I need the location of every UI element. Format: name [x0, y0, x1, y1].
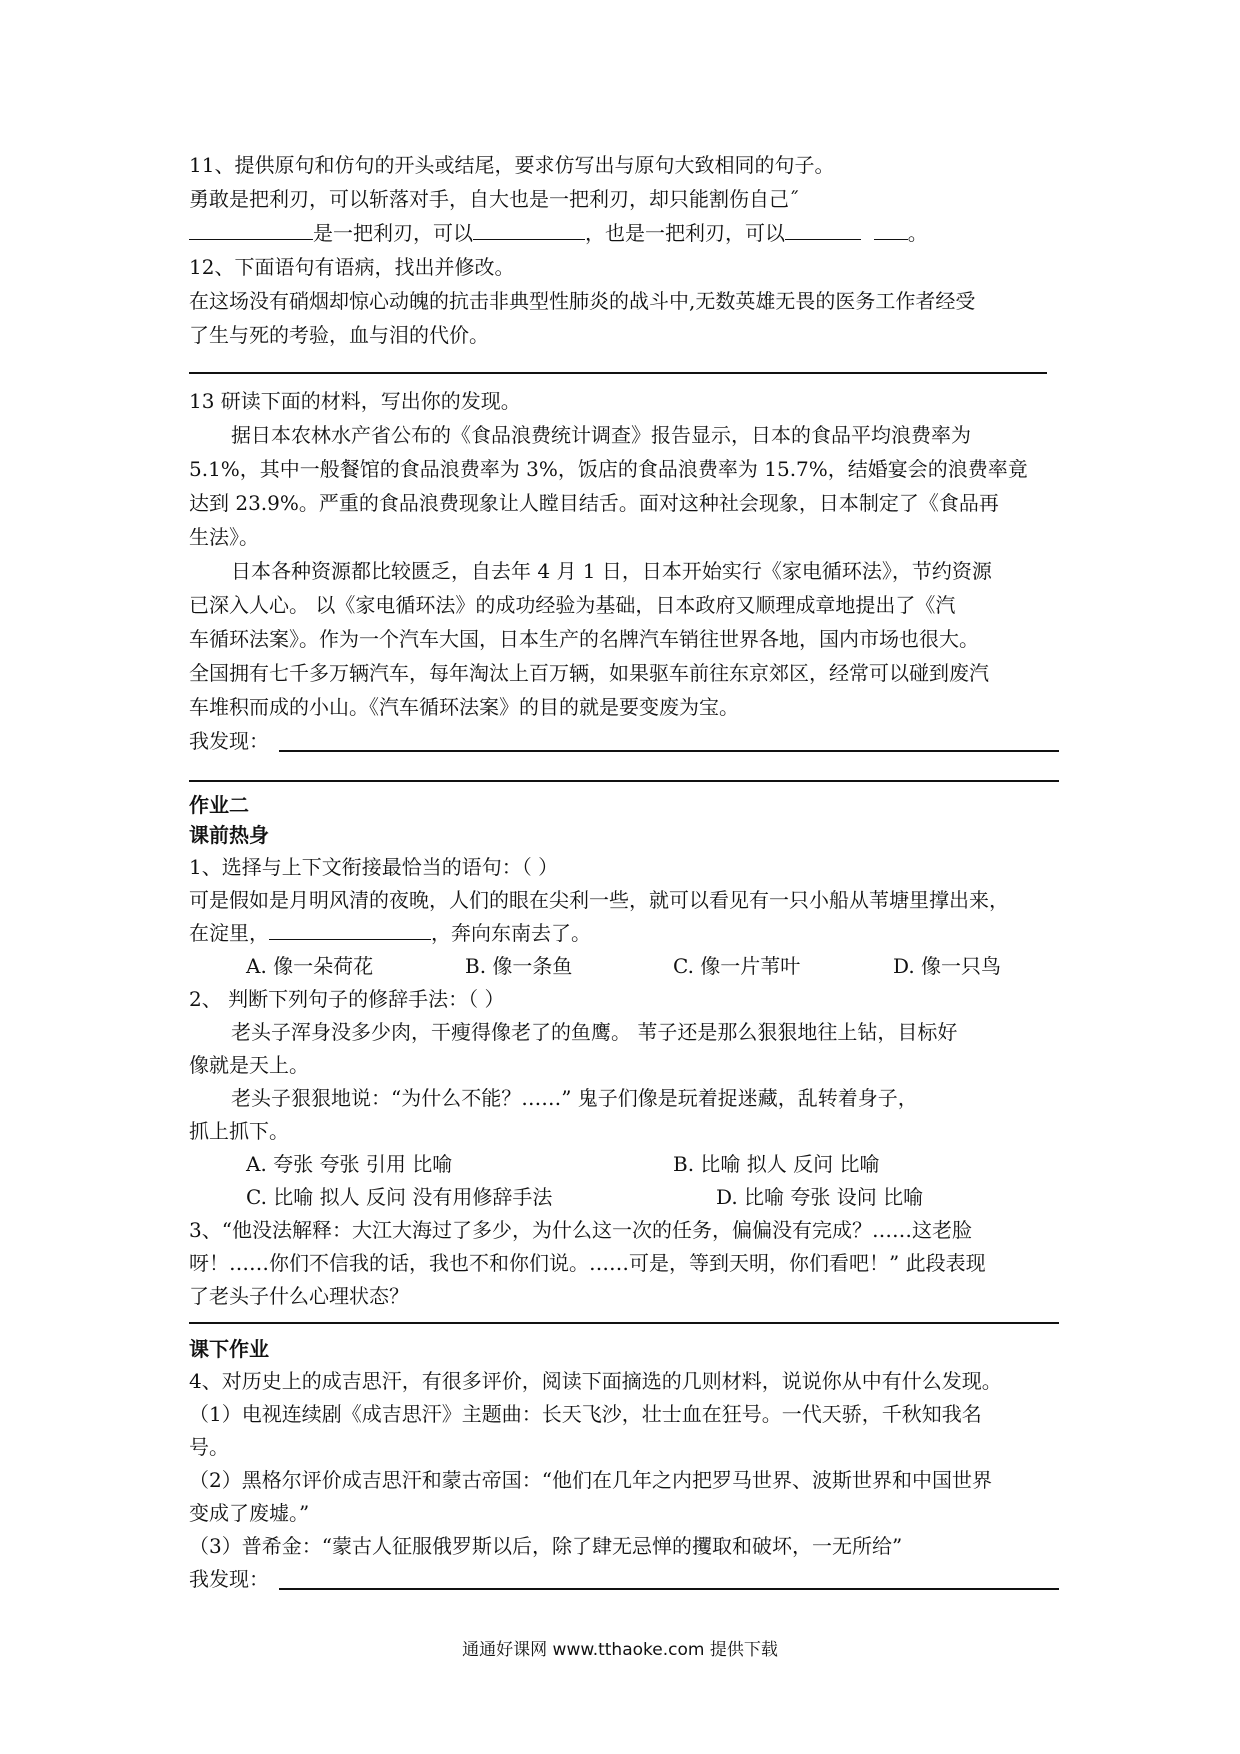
warmup-title: 课前热身: [189, 823, 269, 847]
q13-para1-line1: 据日本农林水产省公布的《食品浪费统计调查》报告显示，日本的食品平均浪费率为: [231, 423, 971, 447]
q11-blank-1[interactable]: [189, 218, 313, 240]
section-divider-2: [189, 1322, 1059, 1324]
hw2-q2-option-d: D. 比喻 夸张 设问 比喻: [716, 1185, 924, 1209]
q12-answer-line[interactable]: [189, 372, 1047, 374]
hw2-q4-answer-label: 我发现：: [189, 1567, 269, 1591]
q13-para2-line2: 已深入人心。 以《家电循环法》的成功经验为基础，日本政府又顺理成章地提出了《汽: [189, 593, 956, 617]
q13-para2-line4: 全国拥有七千多万辆汽车，每年淘汰上百万辆，如果驱车前往东京郊区，经常可以碰到废汽: [189, 661, 989, 685]
hw2-q1-option-c: C. 像一片苇叶: [673, 954, 801, 978]
q13-answer-line[interactable]: [279, 750, 1059, 752]
q13-para1-line4: 生法》。: [189, 525, 259, 549]
q13-answer-label: 我发现：: [189, 729, 269, 753]
q13-para2-line3: 车循环法案》。作为一个汽车大国，日本生产的名牌汽车销往世界各地，国内市场也很大。: [189, 627, 979, 651]
hw2-q3-line1: 3、“他没法解释：大江大海过了多少，为什么这一次的任务，偏偏没有完成？……这老脸: [189, 1218, 972, 1242]
hw2-q2-option-b: B. 比喻 拟人 反问 比喻: [673, 1152, 880, 1176]
q11-blank-3[interactable]: [785, 218, 861, 240]
hw2-q1-option-a: A. 像一朵荷花: [246, 954, 374, 978]
q11-imitate-end: 。: [907, 221, 928, 245]
page-footer: 通通好课网 www.tthaoke.com 提供下载: [462, 1640, 778, 1660]
hw2-q4-material2-line2: 变成了废墟。”: [189, 1501, 310, 1525]
hw2-q2-line4: 抓上抓下。: [189, 1119, 289, 1143]
q11-blank-4[interactable]: [874, 218, 908, 240]
hw2-q1-prompt: 1、选择与上下文衔接最恰当的语句：（ ）: [189, 855, 559, 879]
q12-text-line1: 在这场没有硝烟却惊心动魄的抗击非典型性肺炎的战斗中,无数英雄无畏的医务工作者经受: [189, 289, 976, 313]
hw2-q1-after-blank: ，奔向东南去了。: [431, 921, 591, 945]
q11-imitate-text-1: 是一把利刃，可以: [313, 221, 473, 245]
hw2-q1-line1: 可是假如是月明风清的夜晚，人们的眼在尖利一些，就可以看见有一只小船从苇塘里撑出来，: [189, 888, 1009, 912]
hw2-q1-option-b: B. 像一条鱼: [465, 954, 573, 978]
hw2-q4-material1-line2: 号。: [189, 1435, 229, 1459]
hw2-q2-prompt: 2、 判断下列句子的修辞手法：（ ）: [189, 987, 505, 1011]
hw2-q2-option-c: C. 比喻 拟人 反问 没有用修辞手法: [246, 1185, 553, 1209]
q13-para2-line5: 车堆积而成的小山。《汽车循环法案》的目的就是要变废为宝。: [189, 695, 739, 719]
q12-prompt: 12、下面语句有语病，找出并修改。: [189, 255, 515, 279]
hw2-q4-prompt: 4、对历史上的成吉思汗，有很多评价，阅读下面摘选的几则材料，说说你从中有什么发现。: [189, 1369, 1002, 1393]
hw2-q2-option-a: A. 夸张 夸张 引用 比喻: [246, 1152, 453, 1176]
hw2-q1-line2: [189, 918, 591, 948]
hw2-q4-answer-line[interactable]: [279, 1588, 1059, 1590]
hw2-q3-line2: 呀！……你们不信我的话，我也不和你们说。……可是，等到天明，你们看吧！” 此段表现: [189, 1251, 986, 1275]
hw2-q1-blank[interactable]: [269, 918, 431, 940]
q11-blank-2[interactable]: [473, 218, 585, 240]
section-divider-1: [189, 780, 1059, 782]
q13-para1-line3: 达到 23.9%。严重的食品浪费现象让人瞠目结舌。面对这种社会现象，日本制定了《食品再: [189, 491, 999, 515]
q13-para2-line1: 日本各种资源都比较匮乏，自去年 4 月 1 日，日本开始实行《家电循环法》，节约资源: [231, 559, 992, 583]
q13-prompt: 13 研读下面的材料，写出你的发现。: [189, 389, 521, 413]
hw2-title: 作业二: [189, 793, 249, 817]
hw2-q1-option-d: D. 像一只鸟: [893, 954, 1002, 978]
hw2-q1-before-blank: 在淀里，: [189, 921, 269, 945]
q12-text-line2: 了生与死的考验，血与泪的代价。: [189, 323, 489, 347]
after-class-title: 课下作业: [189, 1337, 269, 1361]
hw2-q4-material2-line1: （2）黑格尔评价成吉思汗和蒙古帝国：“他们在几年之内把罗马世界、波斯世界和中国世界: [189, 1468, 992, 1492]
hw2-q4-material3: （3）普希金：“蒙古人征服俄罗斯以后，除了肆无忌惮的攫取和破坏，一无所给”: [189, 1534, 903, 1558]
hw2-q2-line3: 老头子狠狠地说：“为什么不能？……” 鬼子们像是玩着捉迷藏，乱转着身子，: [231, 1086, 918, 1110]
hw2-q2-line2: 像就是天上。: [189, 1053, 309, 1077]
hw2-q3-line3: 了老头子什么心理状态？: [189, 1284, 409, 1308]
q11-imitation-line: [189, 218, 928, 248]
hw2-q4-material1-line1: （1）电视连续剧《成吉思汗》主题曲：长天飞沙，壮士血在狂号。一代天骄，千秋知我名: [189, 1402, 982, 1426]
q13-para1-line2: 5.1%，其中一般餐馆的食品浪费率为 3%，饭店的食品浪费率为 15.7%，结婚宴会的浪费率竟: [189, 457, 1028, 481]
hw2-q2-line1: 老头子浑身没多少肉，干瘦得像老了的鱼鹰。 苇子还是那么狠狠地往上钻，目标好: [231, 1020, 958, 1044]
q11-imitate-text-2: ，也是一把利刃，可以: [585, 221, 785, 245]
q11-prompt: 11、提供原句和仿句的开头或结尾，要求仿写出与原句大致相同的句子。: [189, 153, 835, 177]
q11-original-sentence: 勇敢是把利刃，可以斩落对手，自大也是一把利刃，却只能割伤自己˝: [189, 187, 799, 211]
